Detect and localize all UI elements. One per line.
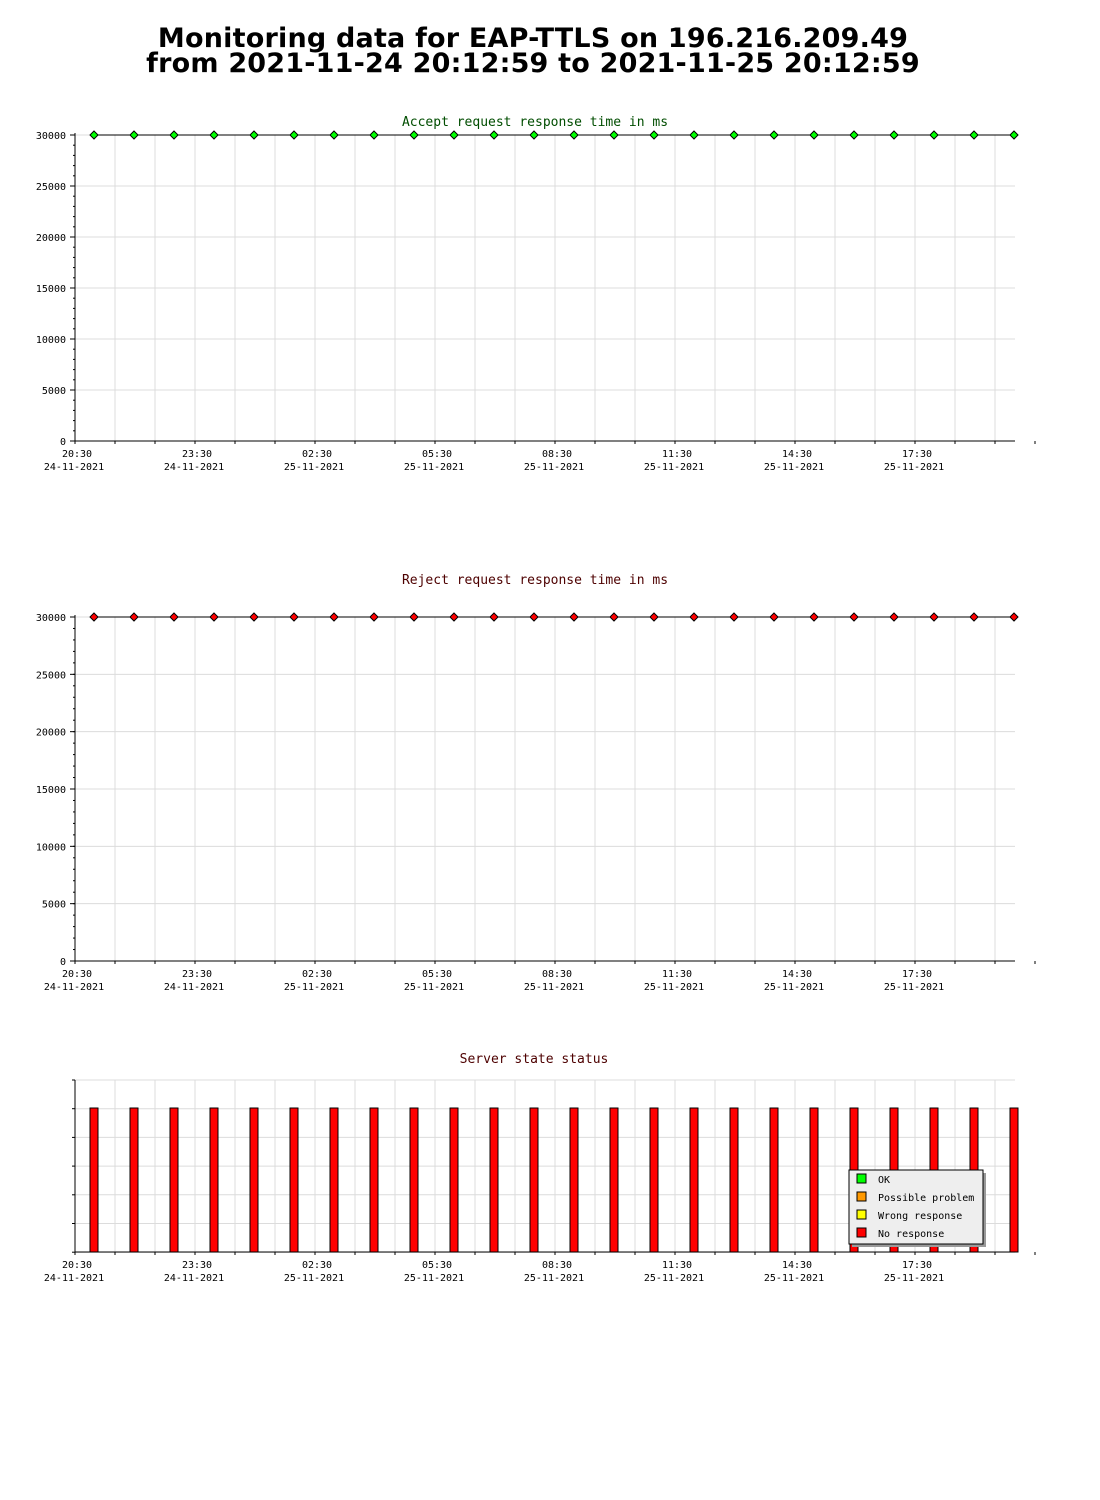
data-point <box>370 131 378 139</box>
status-bar <box>130 1108 138 1252</box>
x-tick-label-time: 02:30 <box>301 969 333 980</box>
x-tick-label-time: 02:30 <box>301 1260 333 1271</box>
status-bar <box>210 1108 218 1252</box>
data-point <box>210 131 218 139</box>
status-bar <box>410 1108 418 1252</box>
x-tick-label-time: 17:30 <box>901 449 933 460</box>
data-point <box>250 613 258 621</box>
legend-swatch <box>857 1210 866 1219</box>
data-point <box>130 613 138 621</box>
x-tick-label-date: 24-11-2021 <box>163 982 225 993</box>
data-point <box>690 131 698 139</box>
x-tick-label-date: 24-11-2021 <box>43 1273 105 1284</box>
x-tick-label-date: 25-11-2021 <box>763 982 825 993</box>
data-point <box>650 131 658 139</box>
x-tick-label-date: 24-11-2021 <box>43 982 105 993</box>
x-tick-label-time: 14:30 <box>781 1260 813 1271</box>
y-tick-label: 10000 <box>35 335 66 346</box>
data-point <box>970 613 978 621</box>
accept-response-chart <box>36 115 1035 473</box>
data-point <box>90 131 98 139</box>
chart-title: Server state status <box>459 1052 609 1067</box>
x-tick-label-time: 17:30 <box>901 1260 933 1271</box>
y-tick-label: 0 <box>59 957 66 968</box>
x-tick-label-time: 08:30 <box>541 1260 573 1271</box>
x-tick-label-date: 24-11-2021 <box>43 462 105 473</box>
x-tick-label-date: 24-11-2021 <box>163 462 225 473</box>
x-tick-label-time: 20:30 <box>61 969 93 980</box>
legend-swatch <box>857 1174 866 1183</box>
legend-label: Wrong response <box>878 1211 963 1222</box>
server-status-chart <box>44 1052 1035 1284</box>
data-point <box>530 613 538 621</box>
x-tick-label-time: 11:30 <box>661 1260 693 1271</box>
x-tick-label-date: 25-11-2021 <box>403 982 465 993</box>
legend-swatch <box>857 1192 866 1201</box>
data-point <box>570 613 578 621</box>
data-point <box>450 131 458 139</box>
status-bar <box>730 1108 738 1252</box>
x-tick-label-time: 23:30 <box>181 969 213 980</box>
x-tick-label-time: 05:30 <box>421 449 453 460</box>
data-point <box>930 613 938 621</box>
legend-label: OK <box>878 1175 891 1186</box>
x-tick-label-date: 25-11-2021 <box>883 1273 945 1284</box>
x-tick-label-time: 14:30 <box>781 969 813 980</box>
data-point <box>770 131 778 139</box>
x-tick-label-time: 20:30 <box>61 449 93 460</box>
y-tick-label: 20000 <box>35 233 66 244</box>
data-point <box>850 131 858 139</box>
status-bar <box>370 1108 378 1252</box>
x-tick-label-time: 08:30 <box>541 969 573 980</box>
x-tick-label-date: 25-11-2021 <box>403 462 465 473</box>
data-point <box>290 131 298 139</box>
data-point <box>130 131 138 139</box>
x-tick-label-time: 23:30 <box>181 449 213 460</box>
x-tick-label-date: 25-11-2021 <box>763 462 825 473</box>
data-point <box>810 131 818 139</box>
status-bar <box>490 1108 498 1252</box>
data-point <box>250 131 258 139</box>
x-tick-label-date: 25-11-2021 <box>283 1273 345 1284</box>
data-point <box>290 613 298 621</box>
x-tick-label-date: 25-11-2021 <box>643 462 705 473</box>
status-bar <box>770 1108 778 1252</box>
data-point <box>330 131 338 139</box>
y-tick-label: 25000 <box>35 182 66 193</box>
data-point <box>850 613 858 621</box>
page-title-line2: from 2021-11-24 20:12:59 to 2021-11-25 20:12:59 <box>146 48 920 79</box>
status-bar <box>570 1108 578 1252</box>
x-tick-label-date: 25-11-2021 <box>883 462 945 473</box>
legend-swatch <box>857 1228 866 1237</box>
x-tick-label-date: 25-11-2021 <box>883 982 945 993</box>
status-bar <box>290 1108 298 1252</box>
data-point <box>730 131 738 139</box>
x-tick-label-date: 25-11-2021 <box>283 982 345 993</box>
y-tick-label: 30000 <box>35 613 66 624</box>
x-tick-label-date: 25-11-2021 <box>523 462 585 473</box>
data-point <box>890 131 898 139</box>
y-tick-label: 20000 <box>35 727 66 739</box>
data-point <box>1010 131 1018 139</box>
y-tick-label: 30000 <box>35 131 66 142</box>
data-point <box>970 131 978 139</box>
data-point <box>530 131 538 139</box>
reject-response-chart <box>36 573 1035 993</box>
status-bar <box>90 1108 98 1252</box>
data-point <box>1010 613 1018 621</box>
x-tick-label-time: 05:30 <box>421 1260 453 1271</box>
data-point <box>370 613 378 621</box>
y-tick-label: 25000 <box>35 670 66 682</box>
data-point <box>410 613 418 621</box>
legend-label: Possible problem <box>878 1193 975 1204</box>
x-tick-label-time: 23:30 <box>181 1260 213 1271</box>
data-point <box>930 131 938 139</box>
x-tick-label-time: 08:30 <box>541 449 573 460</box>
chart-title: Reject request response time in ms <box>401 573 669 588</box>
y-tick-label: 0 <box>59 437 66 448</box>
y-tick-label: 15000 <box>35 284 66 295</box>
x-tick-label-time: 17:30 <box>901 969 933 980</box>
data-point <box>410 131 418 139</box>
x-tick-label-date: 25-11-2021 <box>643 1273 705 1284</box>
data-point <box>650 613 658 621</box>
status-bar <box>330 1108 338 1252</box>
x-tick-label-date: 24-11-2021 <box>163 1273 225 1284</box>
data-point <box>170 613 178 621</box>
data-point <box>490 613 498 621</box>
page-title-line1: Monitoring data for EAP-TTLS on 196.216.209.49 <box>157 23 909 54</box>
y-tick-label: 15000 <box>35 785 66 796</box>
data-point <box>730 613 738 621</box>
x-tick-label-date: 25-11-2021 <box>283 462 345 473</box>
x-tick-label-time: 20:30 <box>61 1260 93 1271</box>
data-point <box>210 613 218 621</box>
data-point <box>490 131 498 139</box>
data-point <box>90 613 98 621</box>
x-tick-label-date: 25-11-2021 <box>403 1273 465 1284</box>
data-point <box>890 613 898 621</box>
status-bar <box>530 1108 538 1252</box>
x-tick-label-date: 25-11-2021 <box>523 1273 585 1284</box>
data-point <box>610 131 618 139</box>
x-tick-label-time: 11:30 <box>661 969 693 980</box>
x-tick-label-time: 02:30 <box>301 449 333 460</box>
x-tick-label-date: 25-11-2021 <box>643 982 705 993</box>
x-tick-label-time: 14:30 <box>781 449 813 460</box>
y-tick-label: 5000 <box>41 386 66 397</box>
data-point <box>170 131 178 139</box>
data-point <box>450 613 458 621</box>
status-bar <box>450 1108 458 1252</box>
status-bar <box>810 1108 818 1252</box>
status-bar <box>170 1108 178 1252</box>
x-tick-label-time: 11:30 <box>661 449 693 460</box>
x-tick-label-time: 05:30 <box>421 969 453 980</box>
y-tick-label: 5000 <box>41 899 66 911</box>
x-tick-label-date: 25-11-2021 <box>763 1273 825 1284</box>
x-tick-label-date: 25-11-2021 <box>523 982 585 993</box>
status-bar <box>250 1108 258 1252</box>
data-point <box>330 613 338 621</box>
data-point <box>770 613 778 621</box>
status-bar <box>690 1108 698 1252</box>
chart-title: Accept request response time in ms <box>401 115 669 130</box>
data-point <box>690 613 698 621</box>
legend-label: No response <box>878 1229 945 1240</box>
y-tick-label: 10000 <box>35 842 66 854</box>
data-point <box>570 131 578 139</box>
status-bar <box>610 1108 618 1252</box>
status-bar <box>650 1108 658 1252</box>
data-point <box>810 613 818 621</box>
status-bar <box>1010 1108 1018 1252</box>
data-point <box>610 613 618 621</box>
